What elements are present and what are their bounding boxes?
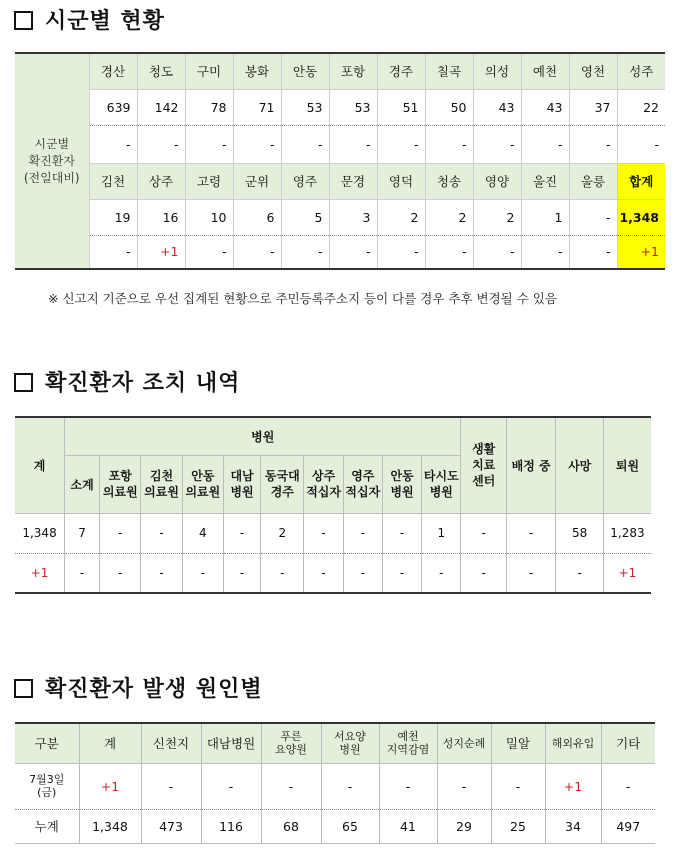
- cell: -: [141, 513, 182, 553]
- cell: -: [343, 513, 382, 553]
- city-change: -: [617, 125, 665, 163]
- header-other-region: 타시도 병원: [422, 455, 461, 513]
- city-count: 50: [425, 89, 473, 125]
- city-change: -: [569, 235, 617, 269]
- cell: -: [379, 763, 437, 809]
- cell: -: [556, 553, 603, 593]
- city-change: -: [473, 125, 521, 163]
- city-count: 43: [473, 89, 521, 125]
- city-count: 53: [329, 89, 377, 125]
- city-header: 고령: [185, 163, 233, 199]
- city-count: 10: [185, 199, 233, 235]
- cell: 7: [65, 513, 100, 553]
- city-change: -: [137, 125, 185, 163]
- header-daenam: 대남병원: [201, 723, 261, 763]
- total-header: 합계: [617, 163, 665, 199]
- city-header: 경산: [89, 53, 137, 89]
- cell: 25: [491, 809, 545, 843]
- header-yeongju: 영주 적십자: [343, 455, 382, 513]
- city-count: 2: [473, 199, 521, 235]
- cause-table: [15, 722, 655, 844]
- header-total: 계: [15, 417, 65, 513]
- header-death: 사망: [556, 417, 603, 513]
- region-status-table: [15, 52, 665, 270]
- footnote: ※ 신고지 기준으로 우선 집계된 현황으로 주민등록주소지 등이 다를 경우 추후 변경될 수 있음: [48, 291, 557, 306]
- cell: 65: [321, 809, 379, 843]
- city-change: -: [425, 235, 473, 269]
- cell: +1: [79, 763, 141, 809]
- city-header: 영양: [473, 163, 521, 199]
- city-header: 상주: [137, 163, 185, 199]
- cell: 4: [182, 513, 223, 553]
- cell: -: [461, 513, 506, 553]
- city-header: 청도: [137, 53, 185, 89]
- header-total: 계: [79, 723, 141, 763]
- cell: -: [321, 763, 379, 809]
- city-header: 청송: [425, 163, 473, 199]
- city-header: 포항: [329, 53, 377, 89]
- header-shincheonji: 신천지: [141, 723, 201, 763]
- city-count: 1: [521, 199, 569, 235]
- header-seo: 서요양 병원: [321, 723, 379, 763]
- header-waiting: 배정 중: [506, 417, 556, 513]
- city-change: -: [89, 125, 137, 163]
- city-header: 영덕: [377, 163, 425, 199]
- cell: 41: [379, 809, 437, 843]
- header-daenam: 대남 병원: [223, 455, 260, 513]
- cell: 68: [261, 809, 321, 843]
- city-change: -: [377, 125, 425, 163]
- checkbox-square-icon: [14, 11, 33, 30]
- cell: 473: [141, 809, 201, 843]
- city-change: -: [569, 125, 617, 163]
- city-change: -: [281, 235, 329, 269]
- header-pohang: 포항 의료원: [100, 455, 141, 513]
- header-living-center: 생활 치료 센터: [461, 417, 506, 513]
- row-label-date: 7월3일 (금): [15, 763, 79, 809]
- cell-total-change: +1: [15, 553, 65, 593]
- cell: -: [141, 763, 201, 809]
- cell: -: [382, 513, 421, 553]
- cell: -: [223, 553, 260, 593]
- city-change: -: [329, 235, 377, 269]
- city-header: 울진: [521, 163, 569, 199]
- city-header: 문경: [329, 163, 377, 199]
- cell: -: [182, 553, 223, 593]
- cell: 497: [601, 809, 655, 843]
- city-change: -: [521, 235, 569, 269]
- cell: -: [422, 553, 461, 593]
- cell: -: [304, 513, 343, 553]
- city-count: 78: [185, 89, 233, 125]
- city-header: 구미: [185, 53, 233, 89]
- header-overseas: 해외유입: [545, 723, 601, 763]
- checkbox-square-icon: [14, 373, 33, 392]
- cell: -: [261, 763, 321, 809]
- city-change: -: [233, 125, 281, 163]
- cell: -: [65, 553, 100, 593]
- city-header: 성주: [617, 53, 665, 89]
- city-count: 16: [137, 199, 185, 235]
- header-other: 기타: [601, 723, 655, 763]
- cell: 1,283: [603, 513, 651, 553]
- city-count: 53: [281, 89, 329, 125]
- cell: -: [506, 513, 556, 553]
- city-change: +1: [137, 235, 185, 269]
- section-title-region-status: 시군별 현황: [14, 4, 165, 35]
- city-change: -: [185, 125, 233, 163]
- header-pureun: 푸른 요양원: [261, 723, 321, 763]
- cell: 34: [545, 809, 601, 843]
- header-dongguk: 동국대 경주: [261, 455, 304, 513]
- header-subtotal: 소계: [65, 455, 100, 513]
- cell: -: [223, 513, 260, 553]
- city-count: 71: [233, 89, 281, 125]
- city-change: -: [185, 235, 233, 269]
- city-header: 봉화: [233, 53, 281, 89]
- city-header: 영천: [569, 53, 617, 89]
- cell-total: 1,348: [15, 513, 65, 553]
- city-count: 6: [233, 199, 281, 235]
- cell: -: [601, 763, 655, 809]
- cell: -: [437, 763, 491, 809]
- city-header: 울릉: [569, 163, 617, 199]
- city-count: 5: [281, 199, 329, 235]
- cell: -: [100, 553, 141, 593]
- cell: 1,348: [79, 809, 141, 843]
- city-count: 639: [89, 89, 137, 125]
- city-count: 43: [521, 89, 569, 125]
- city-change: -: [425, 125, 473, 163]
- header-gimcheon: 김천 의료원: [141, 455, 182, 513]
- cell: -: [461, 553, 506, 593]
- city-count: 22: [617, 89, 665, 125]
- cell: -: [100, 513, 141, 553]
- header-miral: 밀알: [491, 723, 545, 763]
- city-count: 37: [569, 89, 617, 125]
- city-count: 3: [329, 199, 377, 235]
- row-label-cumulative: 누계: [15, 809, 79, 843]
- cell: 29: [437, 809, 491, 843]
- city-header: 경주: [377, 53, 425, 89]
- side-label: 시군별 확진환자 (전일대비): [15, 53, 89, 269]
- city-change: -: [281, 125, 329, 163]
- section-title-cause: 확진환자 발생 원인별: [14, 672, 263, 703]
- total-change: +1: [617, 235, 665, 269]
- cell: -: [261, 553, 304, 593]
- checkbox-square-icon: [14, 679, 33, 698]
- cell: 1: [422, 513, 461, 553]
- city-change: -: [89, 235, 137, 269]
- cell: +1: [545, 763, 601, 809]
- cell: 58: [556, 513, 603, 553]
- cell: 2: [261, 513, 304, 553]
- header-pilgrimage: 성지순례: [437, 723, 491, 763]
- city-count: 2: [377, 199, 425, 235]
- patient-actions-table: [15, 416, 651, 594]
- city-change: -: [377, 235, 425, 269]
- header-hospital-group: 병원: [65, 417, 461, 455]
- cell: -: [201, 763, 261, 809]
- cell: -: [343, 553, 382, 593]
- header-sangju: 상주 적십자: [304, 455, 343, 513]
- header-andong-hosp: 안동 병원: [382, 455, 421, 513]
- cell: -: [382, 553, 421, 593]
- city-change: -: [521, 125, 569, 163]
- cell: -: [141, 553, 182, 593]
- header-yecheon: 예천 지역감염: [379, 723, 437, 763]
- city-header: 군위: [233, 163, 281, 199]
- header-andong-med: 안동 의료원: [182, 455, 223, 513]
- cell: -: [491, 763, 545, 809]
- cell: -: [506, 553, 556, 593]
- cell: 116: [201, 809, 261, 843]
- city-header: 영주: [281, 163, 329, 199]
- city-header: 의성: [473, 53, 521, 89]
- city-count: 51: [377, 89, 425, 125]
- city-change: -: [233, 235, 281, 269]
- header-category: 구분: [15, 723, 79, 763]
- city-change: -: [329, 125, 377, 163]
- city-change: -: [473, 235, 521, 269]
- total-count: 1,348: [617, 199, 665, 235]
- section-title-patient-actions: 확진환자 조치 내역: [14, 366, 240, 397]
- city-header: 안동: [281, 53, 329, 89]
- city-count: -: [569, 199, 617, 235]
- city-header: 예천: [521, 53, 569, 89]
- cell: -: [304, 553, 343, 593]
- city-header: 칠곡: [425, 53, 473, 89]
- city-count: 142: [137, 89, 185, 125]
- header-discharged: 퇴원: [603, 417, 651, 513]
- city-header: 김천: [89, 163, 137, 199]
- cell-discharged-change: +1: [603, 553, 651, 593]
- city-count: 2: [425, 199, 473, 235]
- city-count: 19: [89, 199, 137, 235]
